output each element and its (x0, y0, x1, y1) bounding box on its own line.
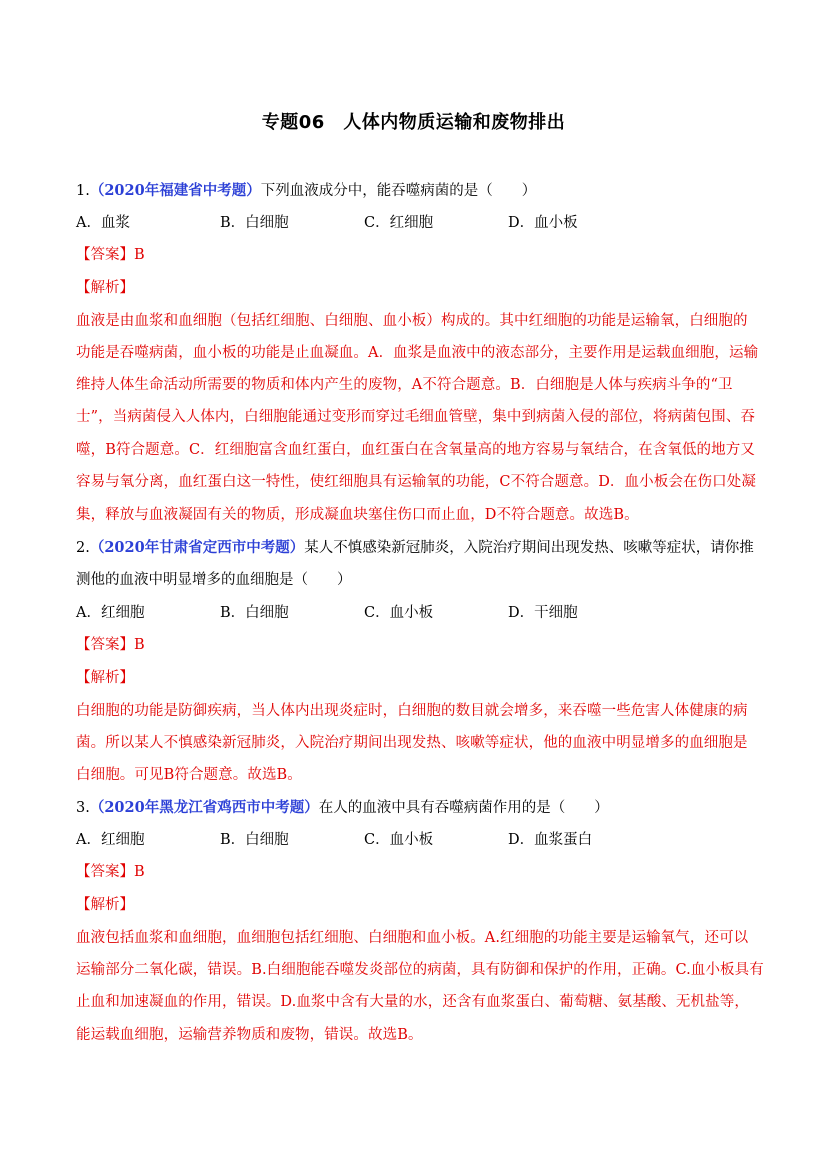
option-d: D．干细胞 (508, 605, 578, 621)
analysis-line: 士”，当病菌侵入人体内，白细胞能通过变形而穿过毛细血管壁，集中到病菌入侵的部位，将病菌包围、吞 (76, 409, 756, 425)
page-title: 专题06 人体内物质运输和废物排出 (261, 112, 566, 133)
analysis-line: 功能是吞噬病菌，血小板的功能是止血凝血。A．血浆是血液中的液态部分，主要作用是运载血细胞，运输 (76, 345, 759, 361)
analysis-label: 【解析】 (76, 897, 134, 913)
analysis-line: 噬，B符合题意。C．红细胞富含血红蛋白，血红蛋白在含氧量高的地方容易与氧结合，在含氧低的地方又 (76, 442, 755, 458)
question-source: （2020年甘肃省定西市中考题） (89, 539, 305, 556)
option-a: A．红细胞 (76, 605, 145, 621)
option-c: C．血小板 (364, 605, 434, 621)
analysis-line: 运输部分二氧化碳，错误。B.白细胞能吞噬发炎部位的病菌，具有防御和保护的作用，正确。C.血小板具有 (76, 962, 764, 978)
analysis-line: 容易与氧分离，血红蛋白这一特性，使红细胞具有运输氧的功能，C不符合题意。D．血小板会在伤口处凝 (76, 474, 756, 490)
question-1-stem (76, 181, 756, 201)
question-number: 2. (76, 540, 90, 556)
analysis-line: 菌。所以某人不慎感染新冠肺炎，入院治疗期间出现发热、咳嗽等症状，他的血液中明显增多的血细胞是 (76, 735, 748, 751)
analysis-line: 血液是由血浆和血细胞（包括红细胞、白细胞、血小板）构成的。其中红细胞的功能是运输氧，白细胞的 (76, 313, 748, 329)
question-number: 1. (76, 183, 90, 199)
option-c: C．红细胞 (364, 215, 434, 231)
analysis-line: 血液包括血浆和血细胞，血细胞包括红细胞、白细胞和血小板。A.红细胞的功能主要是运输氧气，还可以 (76, 930, 749, 946)
option-b: B．白细胞 (220, 832, 289, 848)
option-a: A．红细胞 (76, 832, 145, 848)
option-c: C．血小板 (364, 832, 434, 848)
analysis-line: 白细胞的功能是防御疾病，当人体内出现炎症时，白细胞的数目就会增多，来吞噬一些危害人体健康的病 (76, 703, 748, 719)
answer-label: 【答案】B (76, 637, 145, 653)
answer-label: 【答案】B (76, 864, 145, 880)
option-b: B．白细胞 (220, 605, 289, 621)
question-3-stem (76, 798, 756, 818)
answer-label: 【答案】B (76, 247, 145, 263)
analysis-label: 【解析】 (76, 280, 134, 296)
question-source: （2020年黑龙江省鸡西市中考题） (89, 799, 319, 816)
option-d: D．血小板 (508, 215, 578, 231)
question-text: 某人不慎感染新冠肺炎，入院治疗期间出现发热、咳嗽等症状，请你推 (304, 540, 754, 556)
option-b: B．白细胞 (220, 215, 289, 231)
question-text: 在人的血液中具有吞噬病菌作用的是（ ） (318, 800, 609, 816)
question-source: （2020年福建省中考题） (89, 182, 261, 199)
question-number: 3. (76, 800, 90, 816)
analysis-line: 能运载血细胞，运输营养物质和废物，错误。故选B。 (76, 1027, 423, 1043)
question-2-stem (76, 538, 756, 558)
analysis-label: 【解析】 (76, 670, 134, 686)
option-d: D．血浆蛋白 (508, 832, 593, 848)
analysis-line: 白细胞。可见B符合题意。故选B。 (76, 767, 302, 783)
analysis-line: 集，释放与血液凝固有关的物质，形成凝血块塞住伤口而止血，D不符合题意。故选B。 (76, 507, 639, 523)
question-text: 下列血液成分中，能吞噬病菌的是（ ） (260, 183, 537, 199)
option-a: A．血浆 (76, 215, 130, 231)
analysis-line: 止血和加速凝血的作用，错误。D.血浆中含有大量的水，还含有血浆蛋白、葡萄糖、氨基酸、无机盐等， (76, 994, 749, 1010)
question-2-stem-cont: 测他的血液中明显增多的血细胞是（ ） (76, 572, 352, 588)
analysis-line: 维持人体生命活动所需要的物质和体内产生的废物，A不符合题意。B．白细胞是人体与疾病斗争的“卫 (76, 377, 733, 393)
